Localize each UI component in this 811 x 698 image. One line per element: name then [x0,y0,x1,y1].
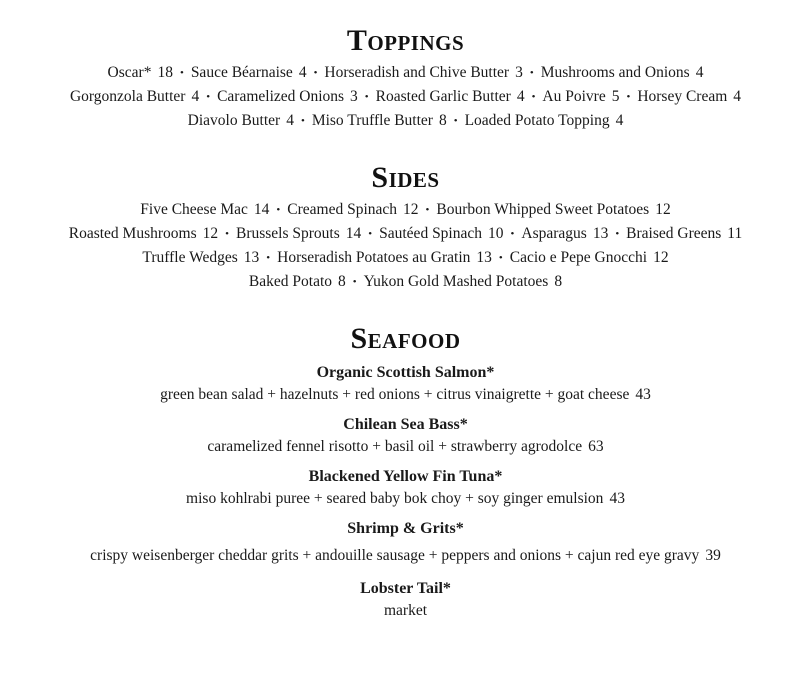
dish-description: crispy weisenberger cheddar grits + andouille sausage + peppers and onions + cajun red eye gravy [90,547,700,564]
item-price: 13 [243,249,260,266]
bullet-separator: • [510,228,515,240]
bullet-separator: • [225,228,229,240]
bullet-separator: • [529,67,534,79]
dish-price: 43 [609,490,625,507]
item-price: 4 [516,88,525,105]
item-name: Roasted Mushrooms [68,225,197,242]
item-price: 4 [615,112,624,129]
menu-item [542,88,619,105]
item-price: 12 [202,225,219,242]
menu-item [465,112,624,129]
item-name: Au Poivre [542,88,606,105]
item-price: 12 [403,201,419,218]
dish-description: caramelized fennel risotto + basil oil + strawberry agrodolce [207,438,583,455]
dish-description-line [0,488,811,510]
dish-name: Organic Scottish Salmon* [316,364,495,381]
item-name: Five Cheese Mac [140,201,248,218]
item-price: 12 [655,201,671,218]
sides-heading: Sides [371,161,440,194]
item-name: Brussels Sprouts [235,225,340,242]
seafood-dish [0,466,811,510]
bullet-separator: • [368,228,373,240]
dish-description-line [0,600,811,622]
menu-item [521,225,608,242]
bullet-separator: • [498,252,503,264]
item-name: Baked Potato [248,273,333,290]
toppings-list [0,61,811,133]
menu-item [277,249,492,266]
dish-name: Lobster Tail* [360,580,451,597]
dish-description: market [383,602,428,619]
bullet-separator: • [425,204,430,216]
item-name: Horsey Cream [637,88,728,105]
menu-item [188,112,294,129]
item-name: Sautéed Spinach [379,225,483,242]
item-price: 8 [338,273,346,290]
menu-item [236,225,361,242]
seafood-dish [0,518,811,567]
item-price: 4 [298,64,307,81]
item-name: Bourbon Whipped Sweet Potatoes [436,201,650,218]
menu-item [379,225,503,242]
bullet-separator: • [179,67,184,79]
menu-page [0,26,811,622]
item-price: 13 [592,225,609,242]
item-price: 4 [191,88,200,105]
menu-line [0,109,811,133]
menu-item [69,225,218,242]
item-price: 3 [515,64,523,81]
dish-price: 43 [635,386,651,403]
bullet-separator: • [206,91,211,103]
dish-name: Shrimp & Grits* [347,520,464,537]
item-name: Creamed Spinach [287,201,398,218]
menu-item [70,88,199,105]
menu-item [312,112,447,129]
item-price: 4 [733,88,742,105]
menu-item [324,64,522,81]
menu-line [0,61,811,85]
item-name: Sauce Béarnaise [190,64,293,81]
item-price: 18 [157,64,173,81]
bullet-separator: • [531,91,536,103]
item-name: Horseradish Potatoes au Gratin [277,249,471,266]
item-name: Gorgonzola Butter [69,88,186,105]
menu-item [249,273,346,290]
item-name: Roasted Garlic Butter [375,88,511,105]
item-name: Asparagus [521,225,587,242]
menu-line [0,270,811,294]
menu-item [637,88,741,105]
seafood-dish [0,414,811,458]
menu-line [0,198,811,222]
item-name: Diavolo Butter [187,112,281,129]
menu-item [436,201,670,218]
item-name: Braised Greens [626,225,722,242]
item-price: 4 [695,64,704,81]
bullet-separator: • [626,91,631,103]
item-price: 14 [345,225,362,242]
item-price: 10 [488,225,504,242]
menu-item [142,249,259,266]
item-price: 8 [438,112,447,129]
dish-description: miso kohlrabi puree + seared baby bok choy + soy ginger emulsion [186,490,604,507]
menu-item [541,64,704,81]
dish-description-line [0,384,811,406]
dish-name: Chilean Sea Bass* [343,416,468,433]
bullet-separator: • [313,67,318,79]
item-price: 11 [727,225,743,242]
item-name: Mushrooms and Onions [540,64,690,81]
menu-item [140,201,269,218]
item-name: Caramelized Onions [217,88,345,105]
seafood-heading: Seafood [350,322,461,355]
menu-item [510,249,669,266]
toppings-heading: Toppings [346,24,465,57]
menu-item [376,88,525,105]
item-price: 3 [350,88,358,105]
sides-list [0,198,811,294]
item-name: Yukon Gold Mashed Potatoes [363,273,549,290]
dish-description-line [0,436,811,458]
bullet-separator: • [352,276,357,288]
bullet-separator: • [615,228,620,240]
item-name: Miso Truffle Butter [311,112,433,129]
menu-item [217,88,358,105]
item-price: 12 [653,249,669,266]
bullet-separator: • [453,115,458,127]
dish-name: Blackened Yellow Fin Tuna* [308,468,503,485]
menu-item [108,64,173,81]
item-price: 8 [554,273,563,290]
menu-line [0,246,811,270]
item-price: 13 [476,249,492,266]
dish-price: 63 [588,438,604,455]
dish-price: 39 [705,547,721,564]
menu-item [287,201,418,218]
item-price: 4 [286,112,294,129]
bullet-separator: • [300,115,305,127]
bullet-separator: • [276,204,281,216]
bullet-separator: • [364,91,369,103]
seafood-dish [0,578,811,622]
menu-item [626,225,742,242]
item-price: 14 [253,201,270,218]
item-price: 5 [611,88,620,105]
seafood-dish [0,362,811,406]
item-name: Horseradish and Chive Butter [324,64,510,81]
item-name: Oscar* [107,64,152,81]
item-name: Truffle Wedges [142,249,238,266]
menu-line [0,222,811,246]
menu-item [191,64,307,81]
menu-line [0,85,811,109]
menu-item [364,273,562,290]
dish-description: green bean salad + hazelnuts + red onions + citrus vinaigrette + goat cheese [160,386,630,403]
bullet-separator: • [266,252,271,264]
dish-description-line [0,545,811,567]
item-name: Cacio e Pepe Gnocchi [509,249,648,266]
item-name: Loaded Potato Topping [464,112,610,129]
